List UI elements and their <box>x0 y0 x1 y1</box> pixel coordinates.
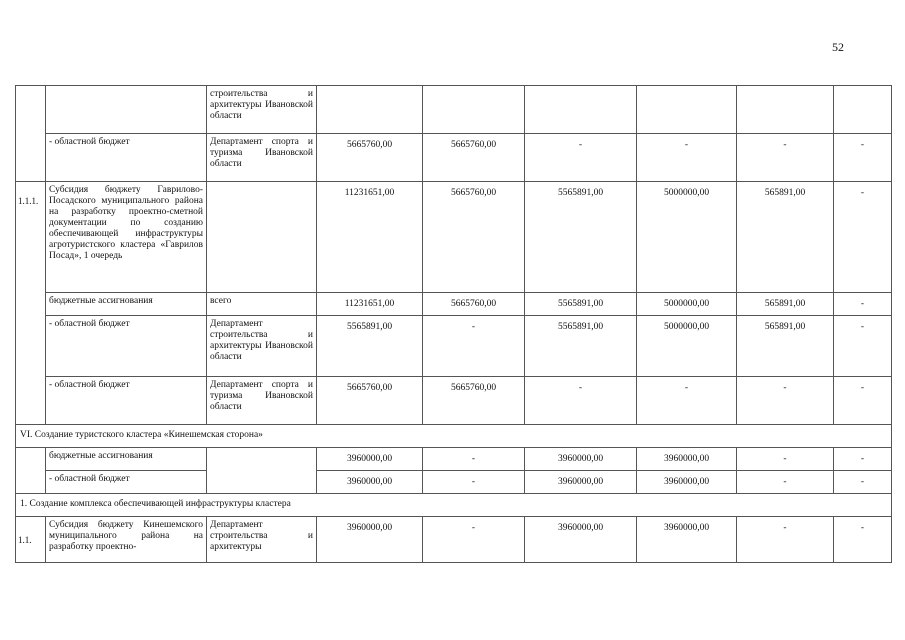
table-row <box>16 471 892 494</box>
value-cell: 5000000,00 <box>637 182 737 293</box>
value-cell: - <box>423 316 525 377</box>
value-cell: - <box>525 134 637 182</box>
value-cell: 5665760,00 <box>317 134 423 182</box>
value-cell: - <box>637 134 737 182</box>
value-cell: 3960000,00 <box>525 517 637 563</box>
table-row <box>16 448 892 471</box>
table-row <box>16 316 892 377</box>
section-heading: 1. Создание комплекса обеспечивающей инфраструктуры кластера <box>16 494 892 517</box>
value-cell: - <box>737 471 834 494</box>
value-cell: - <box>834 471 892 494</box>
org-cell: Департамент строительства и архитектуры <box>207 517 317 563</box>
value-cell <box>423 86 525 134</box>
table-row <box>16 377 892 425</box>
name-cell: - областной бюджет <box>46 377 207 425</box>
row-number-cell: 1.1.1. <box>16 182 46 425</box>
name-cell <box>46 86 207 134</box>
value-cell: - <box>423 517 525 563</box>
value-cell: 565891,00 <box>737 182 834 293</box>
value-cell: 3960000,00 <box>525 448 637 471</box>
section-row <box>16 494 892 517</box>
value-cell: 3960000,00 <box>637 517 737 563</box>
value-cell: - <box>834 377 892 425</box>
value-cell: 5665760,00 <box>317 377 423 425</box>
section-row <box>16 425 892 448</box>
value-cell: - <box>423 471 525 494</box>
value-cell: - <box>737 517 834 563</box>
value-cell: - <box>737 448 834 471</box>
value-cell: 5565891,00 <box>525 316 637 377</box>
value-cell: 5665760,00 <box>423 134 525 182</box>
value-cell: 5665760,00 <box>423 182 525 293</box>
table-row <box>16 182 892 293</box>
value-cell: 11231651,00 <box>317 182 423 293</box>
row-number-cell <box>16 86 46 182</box>
row-number-cell: 1.1. <box>16 517 46 563</box>
value-cell: - <box>525 377 637 425</box>
page-number: 52 <box>832 40 844 54</box>
name-cell: Субсидия бюджету Гаврилово-Посадского муниципального района на разработку проектно-сметной документации по созданию обеспечивающей инфраструктуры агротуристского кластера «Гаврилов Посад», 1 очередь <box>46 182 207 293</box>
value-cell: 5565891,00 <box>317 316 423 377</box>
value-cell <box>637 86 737 134</box>
value-cell: - <box>834 293 892 316</box>
value-cell <box>834 86 892 134</box>
budget-table <box>15 85 892 563</box>
table-row <box>16 517 892 563</box>
value-cell: - <box>834 134 892 182</box>
value-cell: - <box>834 517 892 563</box>
org-cell: Департамент спорта и туризма Ивановской области <box>207 134 317 182</box>
name-cell: Субсидия бюджету Кинешемского муниципального района на разработку проектно- <box>46 517 207 563</box>
value-cell: - <box>834 448 892 471</box>
value-cell: - <box>737 377 834 425</box>
value-cell: - <box>423 448 525 471</box>
value-cell: 11231651,00 <box>317 293 423 316</box>
name-cell: - областной бюджет <box>46 134 207 182</box>
name-cell: бюджетные ассигнования <box>46 448 207 471</box>
org-cell: Департамент строительства и архитектуры Ивановской области <box>207 316 317 377</box>
value-cell: - <box>834 182 892 293</box>
value-cell: 3960000,00 <box>317 471 423 494</box>
row-number-cell <box>16 448 46 494</box>
table-row <box>16 293 892 316</box>
value-cell: 3960000,00 <box>637 471 737 494</box>
table-row <box>16 134 892 182</box>
value-cell: 3960000,00 <box>317 517 423 563</box>
table-row <box>16 86 892 134</box>
name-cell: - областной бюджет <box>46 316 207 377</box>
value-cell <box>737 86 834 134</box>
value-cell: 3960000,00 <box>525 471 637 494</box>
value-cell: - <box>637 377 737 425</box>
section-heading: VI. Создание туристского кластера «Кинешемская сторона» <box>16 425 892 448</box>
value-cell <box>317 86 423 134</box>
org-cell: всего <box>207 293 317 316</box>
name-cell: бюджетные ассигнования <box>46 293 207 316</box>
value-cell: 3960000,00 <box>317 448 423 471</box>
value-cell: 3960000,00 <box>637 448 737 471</box>
value-cell: 5000000,00 <box>637 293 737 316</box>
value-cell: 5665760,00 <box>423 293 525 316</box>
org-cell: строительства и архитектуры Ивановской области <box>207 86 317 134</box>
value-cell: 5665760,00 <box>423 377 525 425</box>
value-cell: 5565891,00 <box>525 182 637 293</box>
name-cell: - областной бюджет <box>46 471 207 494</box>
value-cell: 5565891,00 <box>525 293 637 316</box>
value-cell: - <box>737 134 834 182</box>
org-cell: Департамент спорта и туризма Ивановской области <box>207 377 317 425</box>
value-cell: - <box>834 316 892 377</box>
value-cell: 565891,00 <box>737 293 834 316</box>
value-cell <box>525 86 637 134</box>
value-cell: 5000000,00 <box>637 316 737 377</box>
value-cell: 565891,00 <box>737 316 834 377</box>
org-cell <box>207 182 317 293</box>
org-cell <box>207 448 317 494</box>
